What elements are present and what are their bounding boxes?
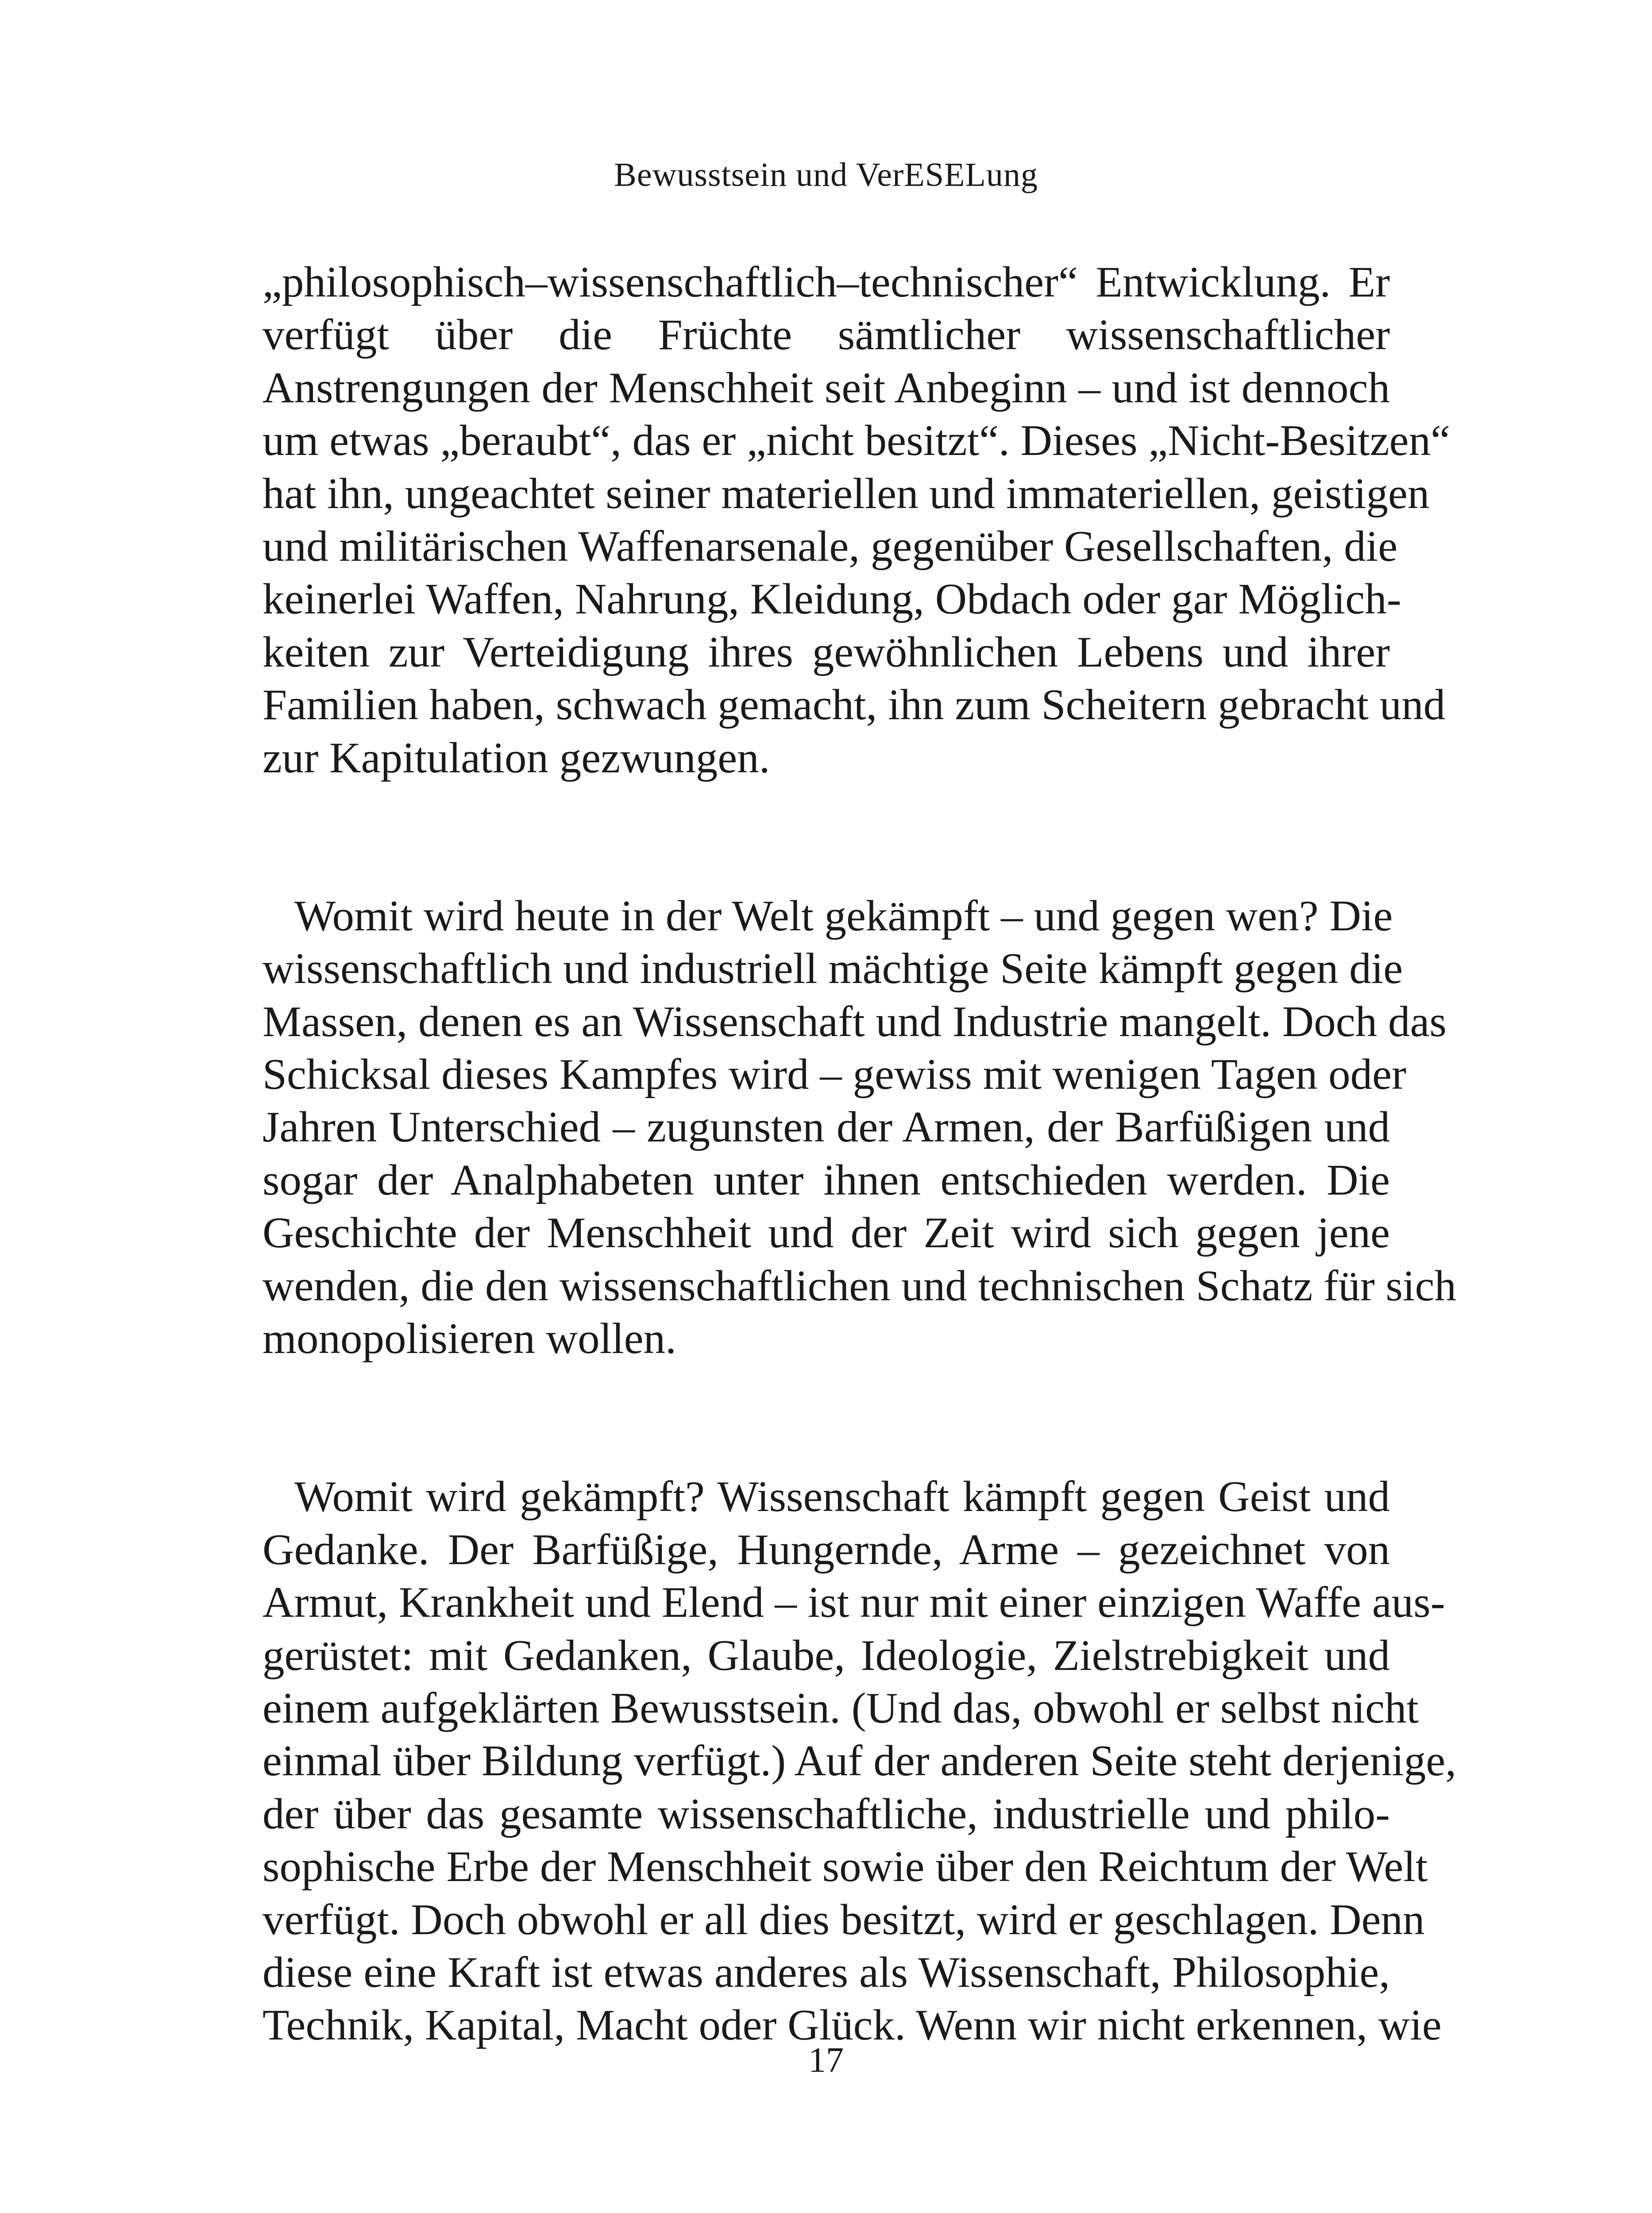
- text-line: Womit wird gekämpft? Wissenschaft kämpft gegen Geist und: [294, 1473, 1390, 1521]
- text-line: Anstrengungen der Menschheit seit Anbeginn – und ist dennoch: [262, 363, 1390, 412]
- paragraph-1: [262, 256, 1450, 784]
- running-header: Bewusstsein und VerESELung: [614, 156, 1038, 193]
- text-line: Jahren Unterschied – zugunsten der Armen, der Barfüßigen und: [262, 1103, 1390, 1152]
- text-line: Gedanke. Der Barfüßige, Hungernde, Arme – gezeichnet von: [262, 1525, 1390, 1574]
- text-line: diese eine Kraft ist etwas anderes als Wissenschaft, Philosophie,: [262, 1948, 1390, 1997]
- text-line: und militärischen Waffenarsenale, gegenüber Gesellschaften, die: [262, 522, 1398, 571]
- text-line: wenden, die den wissenschaftlichen und technischen Schatz für sich: [262, 1261, 1456, 1310]
- text-line: zur Kapitulation gezwungen.: [262, 733, 770, 782]
- text-line: Schicksal dieses Kampfes wird – gewiss mit wenigen Tagen oder: [262, 1050, 1406, 1099]
- body-text: [262, 256, 1456, 2052]
- text-line: verfügt. Doch obwohl er all dies besitzt, wird er geschlagen. Denn: [262, 1895, 1425, 1944]
- text-line: Geschichte der Menschheit und der Zeit wird sich gegen jene: [262, 1209, 1390, 1257]
- text-line: wissenschaftlich und industriell mächtige Seite kämpft gegen die: [262, 945, 1403, 993]
- text-line: um etwas „beraubt“, das er „nicht besitzt“. Dieses „Nicht-Besitzen“: [262, 416, 1450, 465]
- paragraph-3: [262, 1470, 1456, 2051]
- text-line: Massen, denen es an Wissenschaft und Industrie mangelt. Doch das: [262, 997, 1447, 1046]
- text-line: keiten zur Verteidigung ihres gewöhnlichen Lebens und ihrer: [262, 628, 1390, 676]
- text-line: sophische Erbe der Menschheit sowie über den Reichtum der Welt: [262, 1843, 1428, 1891]
- text-line: der über das gesamte wissenschaftliche, industrielle und philo-: [262, 1789, 1390, 1838]
- text-line: Armut, Krankheit und Elend – ist nur mit einer einzigen Waffe aus-: [262, 1578, 1445, 1627]
- text-line: einmal über Bildung verfügt.) Auf der anderen Seite steht derjenige,: [262, 1737, 1456, 1785]
- text-line: einem aufgeklärten Bewusstsein. (Und das, obwohl er selbst nicht: [262, 1684, 1419, 1732]
- text-line: hat ihn, ungeachtet seiner materiellen und immateriellen, geistigen: [262, 469, 1430, 518]
- text-line: Womit wird heute in der Welt gekämpft – und gegen wen? Die: [294, 891, 1393, 940]
- text-line: verfügt über die Früchte sämtlicher wissenschaftlicher: [262, 311, 1390, 359]
- text-line: „philosophisch–wissenschaftlich–technischer“ Entwicklung. Er: [262, 258, 1390, 306]
- text-line: Technik, Kapital, Macht oder Glück. Wenn wir nicht erkennen, wie: [262, 2001, 1442, 2050]
- paragraph-2: [262, 890, 1456, 1365]
- text-line: gerüstet: mit Gedanken, Glaube, Ideologie, Zielstrebigkeit und: [262, 1631, 1390, 1680]
- text-line: sogar der Analphabeten unter ihnen entschieden werden. Die: [262, 1156, 1390, 1204]
- text-line: keinerlei Waffen, Nahrung, Kleidung, Obdach oder gar Möglich-: [262, 575, 1401, 624]
- text-line: monopolisieren wollen.: [262, 1315, 676, 1363]
- text-line: Familien haben, schwach gemacht, ihn zum Scheitern gebracht und: [262, 681, 1446, 729]
- page-number: 17: [808, 2041, 844, 2080]
